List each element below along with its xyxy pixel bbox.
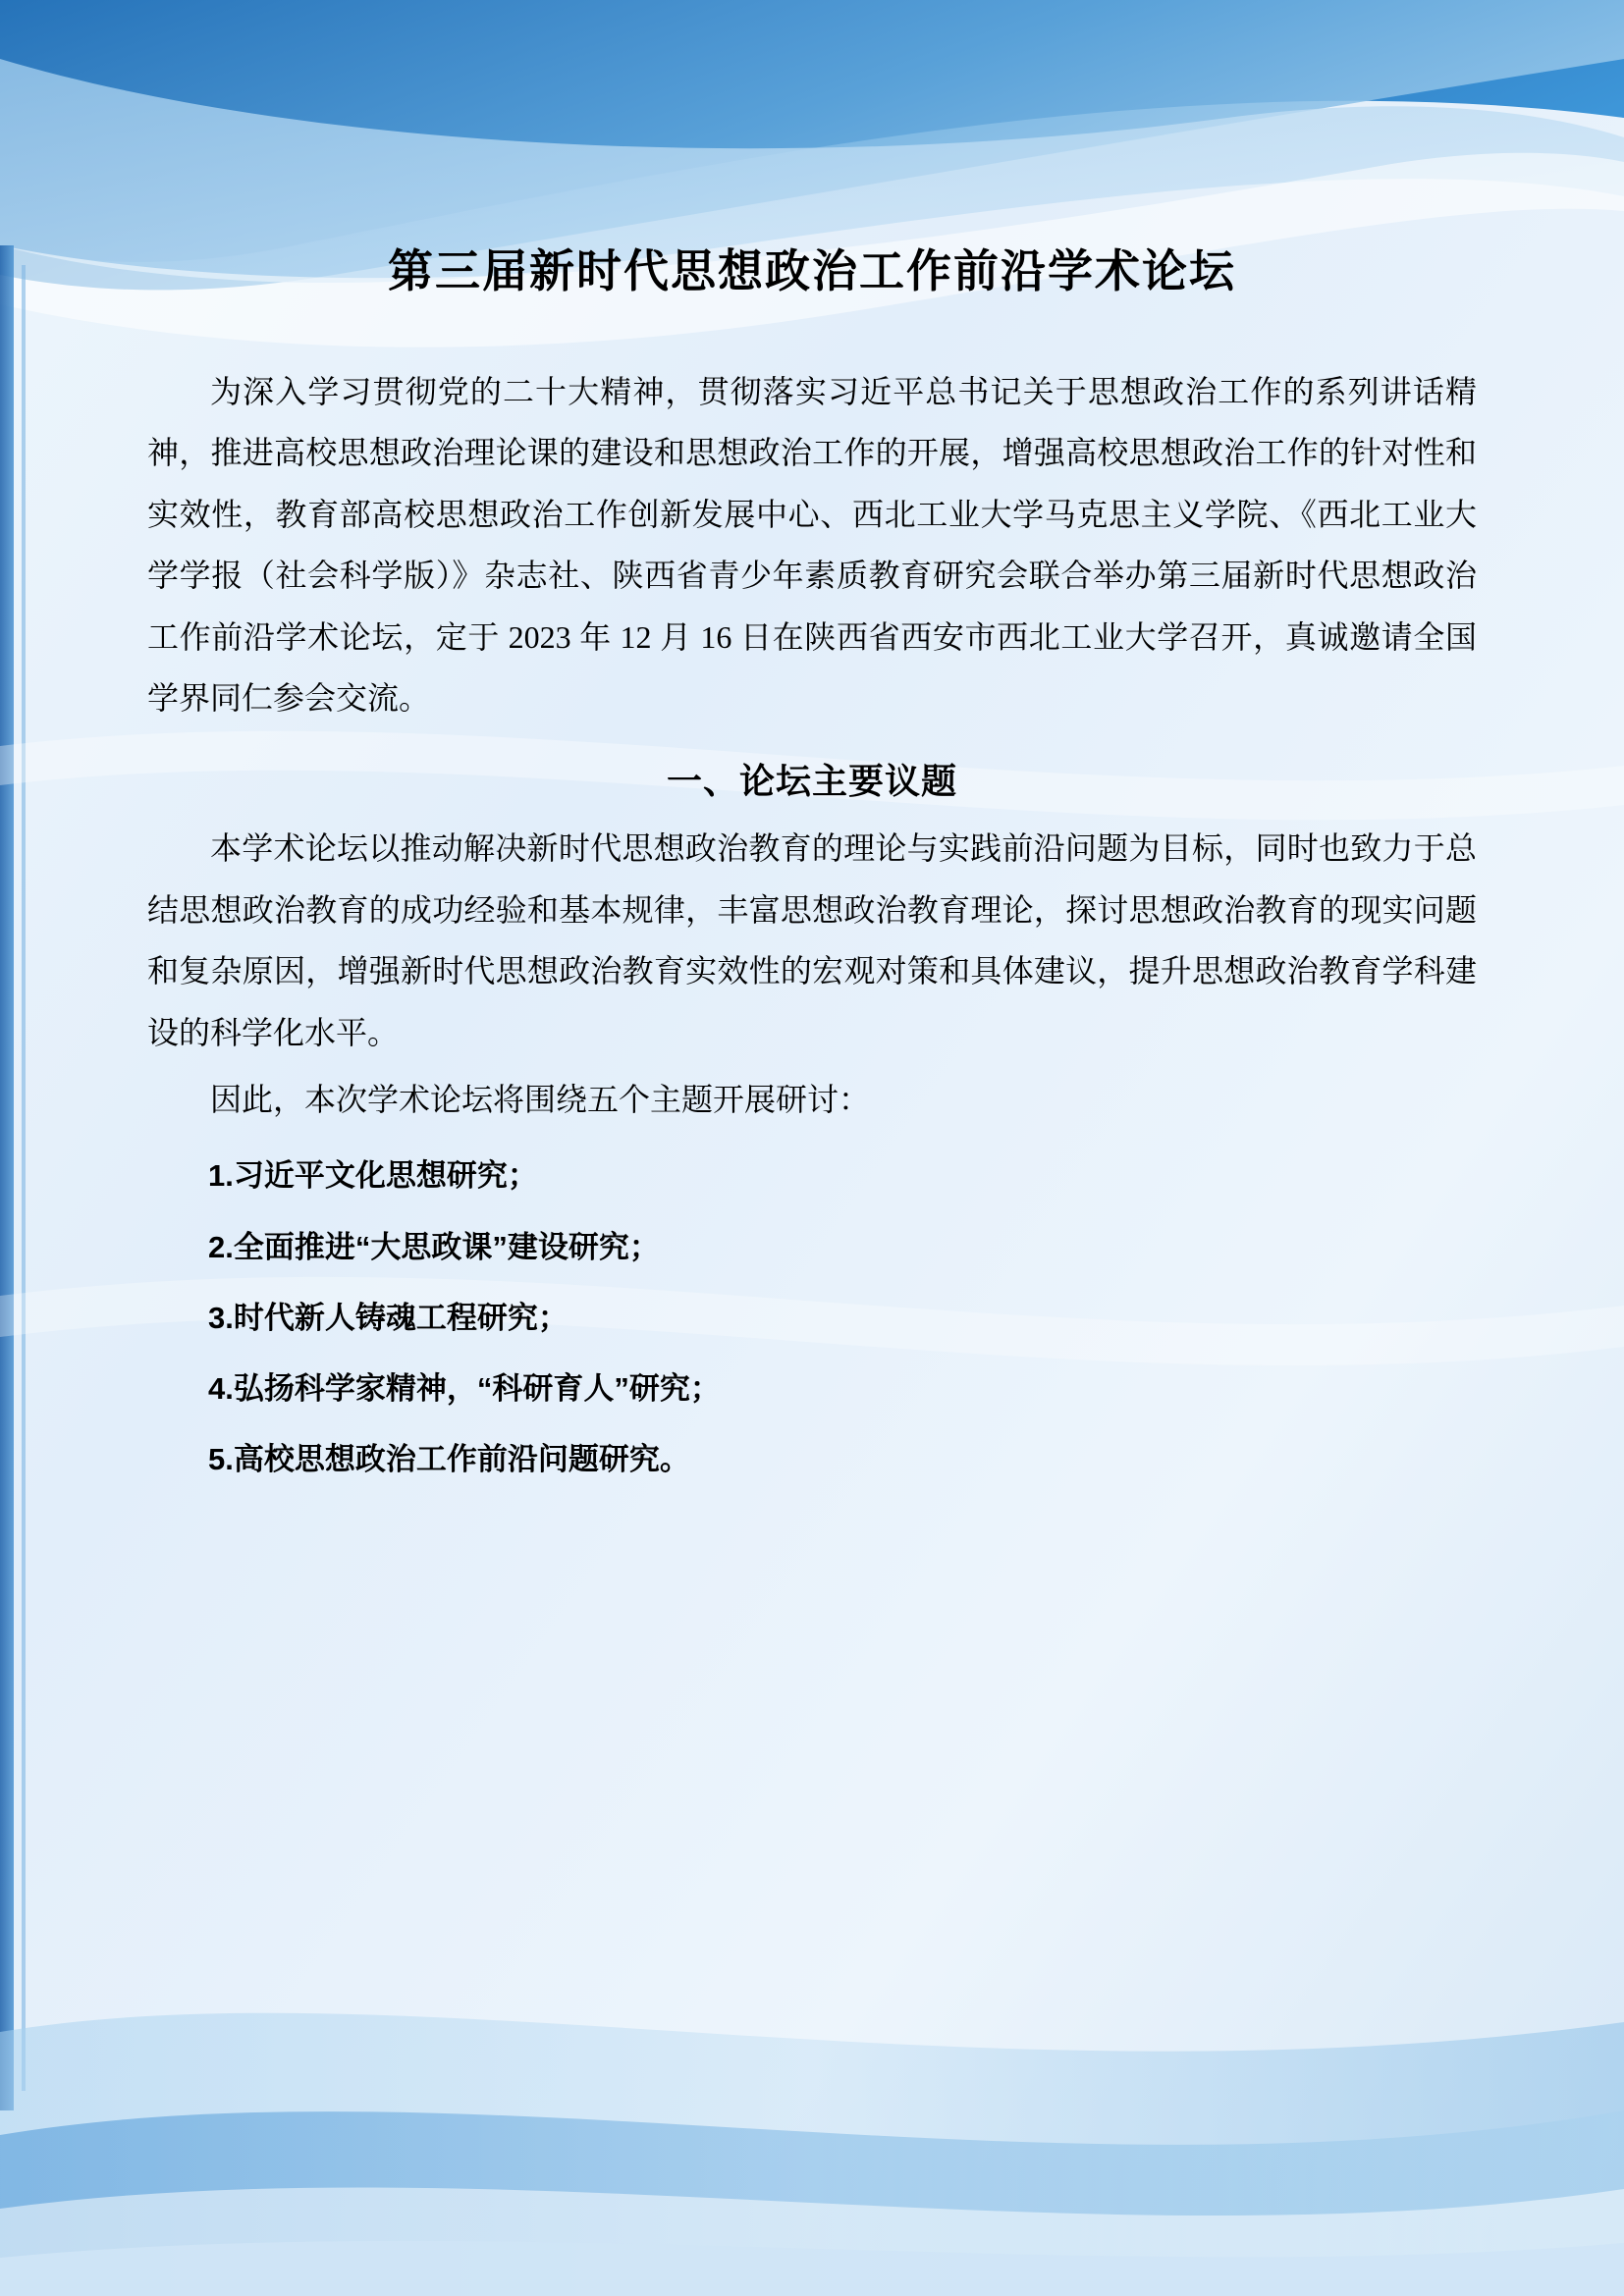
list-item: 5.高校思想政治工作前沿问题研究。 <box>208 1442 690 1477</box>
list-item: 1.习近平文化思想研究； <box>208 1158 538 1194</box>
topic-list <box>147 1151 1477 1484</box>
intro-paragraph: 为深入学习贯彻党的二十大精神，贯彻落实习近平总书记关于思想政治工作的系列讲话精神，推进高校思想政治理论课的建设和思想政治工作的开展，增强高校思想政治工作的针对性和实效性，教育部高校思想政治工作创新发展中心、西北工业大学马克思主义学院、《西北工业大学学报（社会科学版）》杂志社、陕西省青少年素质教育研究会联合举办第三届新时代思想政治工作前沿学术论坛，定于 2023 年 12 月 16 日在陕西省西安市西北工业大学召开，真诚邀请全国学界同仁参会交流。 <box>147 374 1477 716</box>
section-one-paragraph-2: 因此，本次学术论坛将围绕五个主题开展研讨： <box>210 1081 871 1117</box>
section-heading-one: 一、论坛主要议题 <box>666 761 957 802</box>
list-item: 2.全面推进“大思政课”建设研究； <box>208 1229 660 1264</box>
section-one-paragraph-1: 本学术论坛以推动解决新时代思想政治教育的理论与实践前沿问题为目标，同时也致力于总结思想政治教育的成功经验和基本规律，丰富思想政治教育理论，探讨思想政治教育的现实问题和复杂原因，增强新时代思想政治教育实效性的宏观对策和具体建议，提升思想政治教育学科建设的科学化水平。 <box>147 830 1477 1050</box>
page-title: 第三届新时代思想政治工作前沿学术论坛 <box>388 245 1236 296</box>
list-item: 3.时代新人铸魂工程研究； <box>208 1300 568 1335</box>
list-item: 4.弘扬科学家精神，“科研育人”研究； <box>208 1370 721 1406</box>
